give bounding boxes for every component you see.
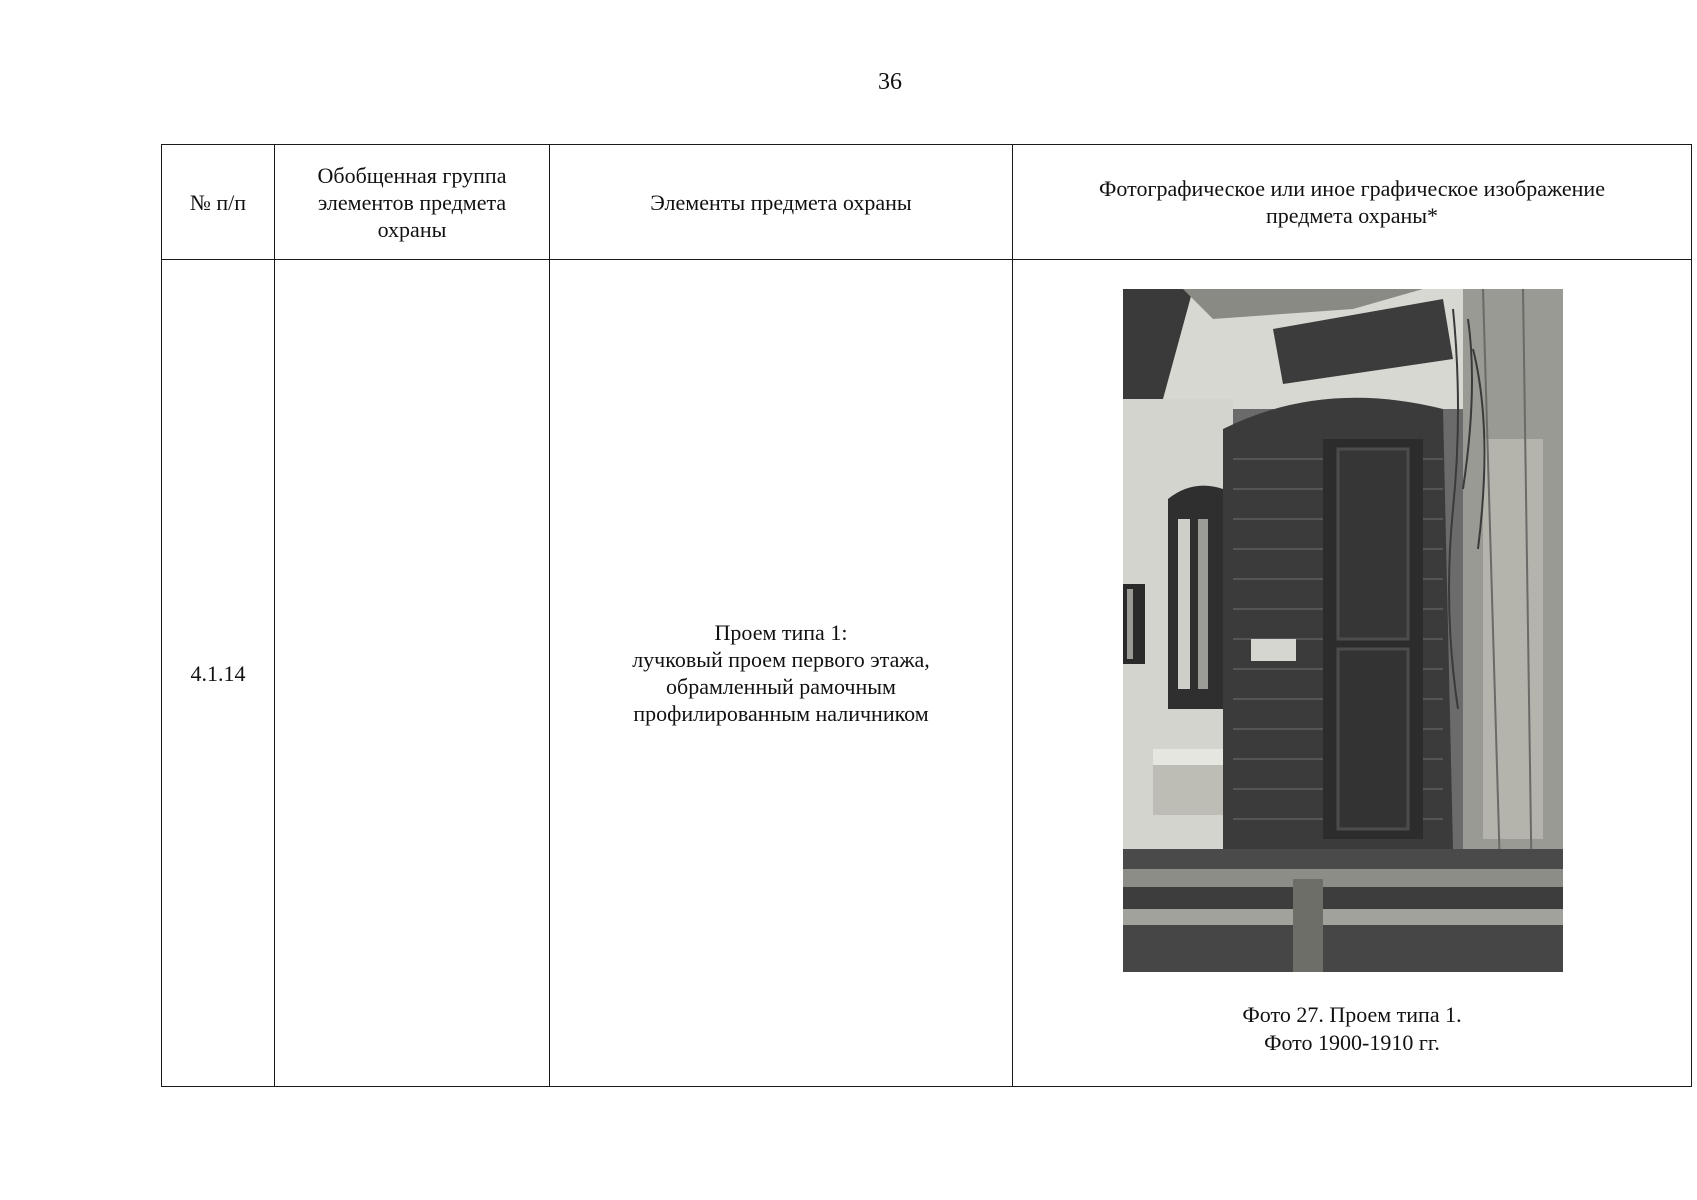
photo-caption-line: Фото 27. Проем типа 1. [1242, 1002, 1462, 1027]
header-elements: Элементы предмета охраны [550, 145, 1013, 260]
row-number: 4.1.14 [162, 260, 275, 1087]
element-description-line: Проем типа 1: [714, 620, 848, 645]
table-header-row [162, 145, 1692, 260]
header-group-line: охраны [377, 216, 447, 242]
header-photo [1013, 145, 1692, 260]
historic-photo [1123, 289, 1563, 972]
header-group-line: Обобщенная группа [317, 162, 507, 188]
photo-caption-line: Фото 1900-1910 гг. [1264, 1030, 1440, 1055]
table-row [162, 260, 1692, 1087]
element-description-line: обрамленный рамочным [666, 674, 896, 699]
header-group [275, 145, 550, 260]
header-group-line: элементов предмета [317, 189, 507, 215]
header-number: № п/п [162, 145, 275, 260]
protection-table [161, 144, 1692, 1087]
photo-caption [1013, 1001, 1691, 1057]
header-photo-line: Фотографическое или иное графическое изображение [1099, 176, 1605, 201]
header-photo-line: предмета охраны* [1265, 203, 1439, 228]
row-group [275, 260, 550, 1087]
row-photo [1013, 260, 1692, 1087]
element-description-line: лучковый проем первого этажа, [632, 647, 930, 672]
table-header [162, 145, 1692, 260]
element-description-line: профилированным наличником [633, 701, 929, 726]
row-elements [550, 260, 1013, 1087]
page-number: 36 [878, 69, 902, 95]
